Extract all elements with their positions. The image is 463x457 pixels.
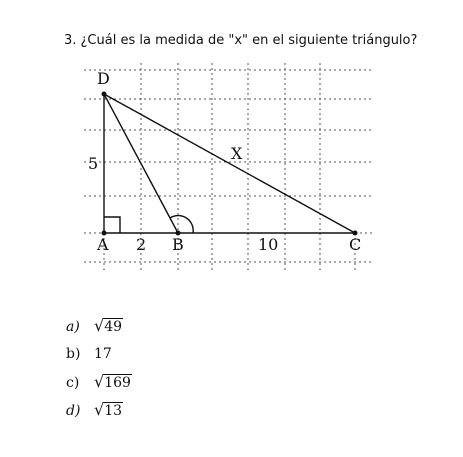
sqrt-expression <box>94 316 123 337</box>
label-side-bc: 10 <box>258 235 279 254</box>
label-c: C <box>349 235 362 254</box>
option-b[interactable] <box>66 344 132 372</box>
label-side-dc: X <box>231 144 243 163</box>
option-a[interactable] <box>66 316 132 344</box>
option-letter: a) <box>66 319 80 335</box>
answer-options <box>66 316 132 428</box>
sqrt-expression <box>94 400 123 421</box>
option-letter: c) <box>66 375 80 391</box>
option-value: 49 <box>104 319 123 335</box>
option-letter: d) <box>66 403 81 419</box>
label-b: B <box>172 235 184 254</box>
question-text: 3. ¿Cuál es la medida de "x" en el siguiente triángulo? <box>64 33 418 48</box>
label-side-ab: 2 <box>136 235 147 254</box>
option-c[interactable] <box>66 372 132 400</box>
option-value: 17 <box>94 346 112 362</box>
right-angle-marker <box>104 217 120 233</box>
option-value: 13 <box>104 403 123 419</box>
sqrt-icon: √ <box>94 316 105 335</box>
sqrt-icon: √ <box>94 372 105 391</box>
label-d: D <box>97 69 110 88</box>
sqrt-expression <box>94 372 132 393</box>
grid <box>84 63 372 270</box>
option-letter: b) <box>66 346 81 362</box>
option-value: 169 <box>104 375 131 391</box>
label-a: A <box>97 235 109 254</box>
vertex-d <box>102 92 107 97</box>
triangle-lines <box>104 94 355 233</box>
sqrt-icon: √ <box>94 400 105 419</box>
option-d[interactable] <box>66 400 132 428</box>
label-side-da: 5 <box>88 154 99 173</box>
